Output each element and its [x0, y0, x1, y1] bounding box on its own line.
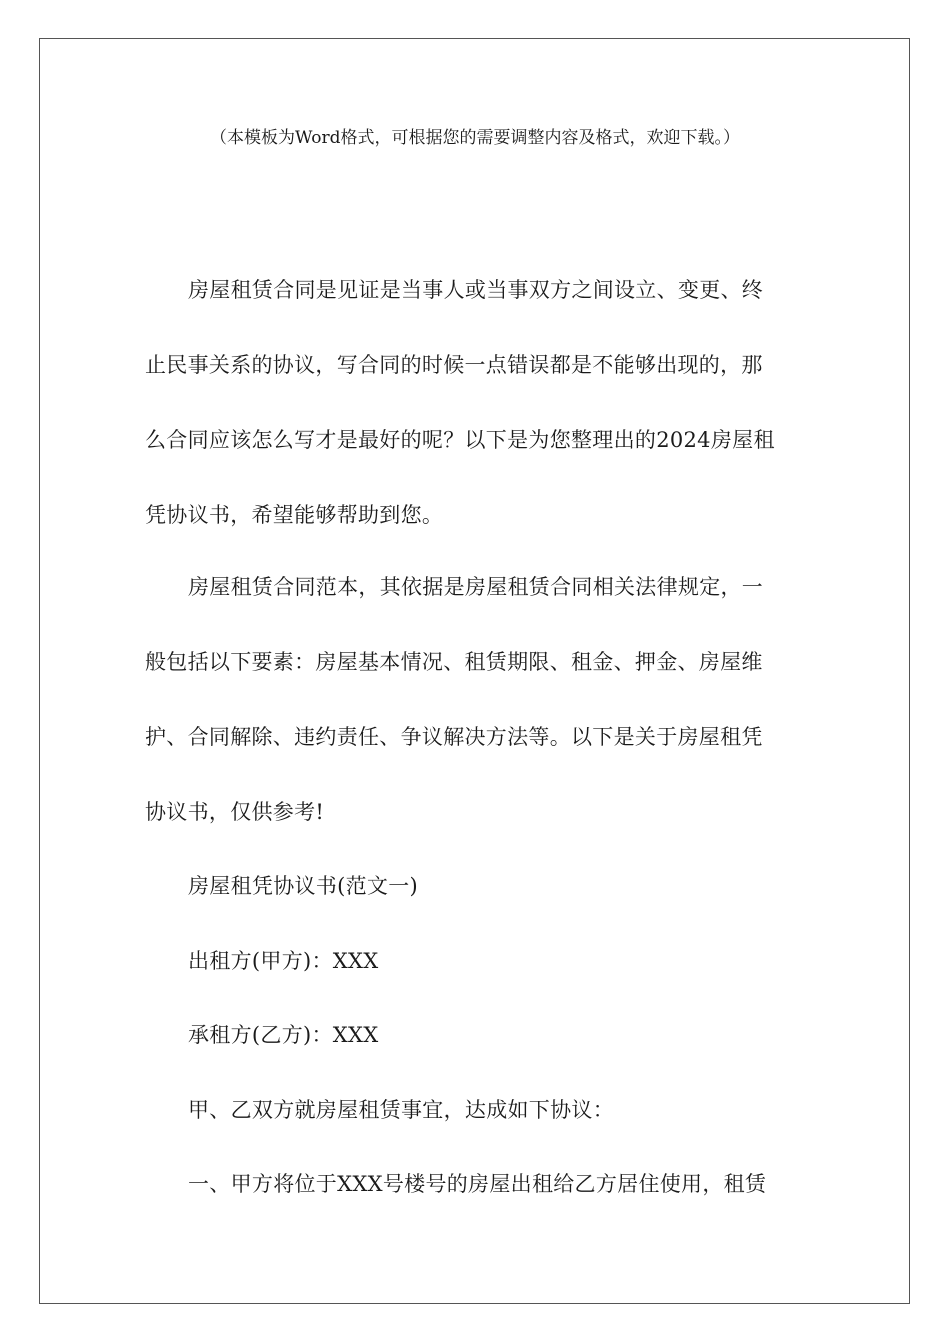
- paragraph-1-line-1: 房屋租赁合同是见证是当事人或当事双方之间设立、变更、终: [188, 278, 764, 302]
- template-note: （本模板为Word格式，可根据您的需要调整内容及格式，欢迎下载。）: [209, 128, 741, 148]
- paragraph-1-line-3: 么合同应该怎么写才是最好的呢？以下是为您整理出的2024房屋租: [145, 428, 775, 452]
- paragraph-2-line-3: 护、合同解除、违约责任、争议解决方法等。以下是关于房屋租凭: [145, 725, 763, 749]
- paragraph-2-line-1: 房屋租赁合同范本，其依据是房屋租赁合同相关法律规定，一: [188, 575, 764, 599]
- clause-1-line-1: 一、甲方将位于XXX号楼号的房屋出租给乙方居住使用，租赁: [188, 1172, 767, 1196]
- paragraph-1-line-2: 止民事关系的协议，写合同的时候一点错误都是不能够出现的，那: [145, 353, 763, 377]
- agreement-intro: 甲、乙双方就房屋租赁事宜，达成如下协议：: [188, 1098, 614, 1122]
- section-title: 房屋租凭协议书(范文一): [188, 874, 418, 898]
- lessee-line: 承租方(乙方)：XXX: [188, 1023, 379, 1047]
- paragraph-2-line-4: 协议书，仅供参考!: [145, 800, 325, 824]
- lessor-line: 出租方(甲方)：XXX: [188, 949, 379, 973]
- paragraph-2-line-2: 般包括以下要素：房屋基本情况、租赁期限、租金、押金、房屋维: [145, 650, 763, 674]
- paragraph-1-line-4: 凭协议书，希望能够帮助到您。: [145, 503, 444, 527]
